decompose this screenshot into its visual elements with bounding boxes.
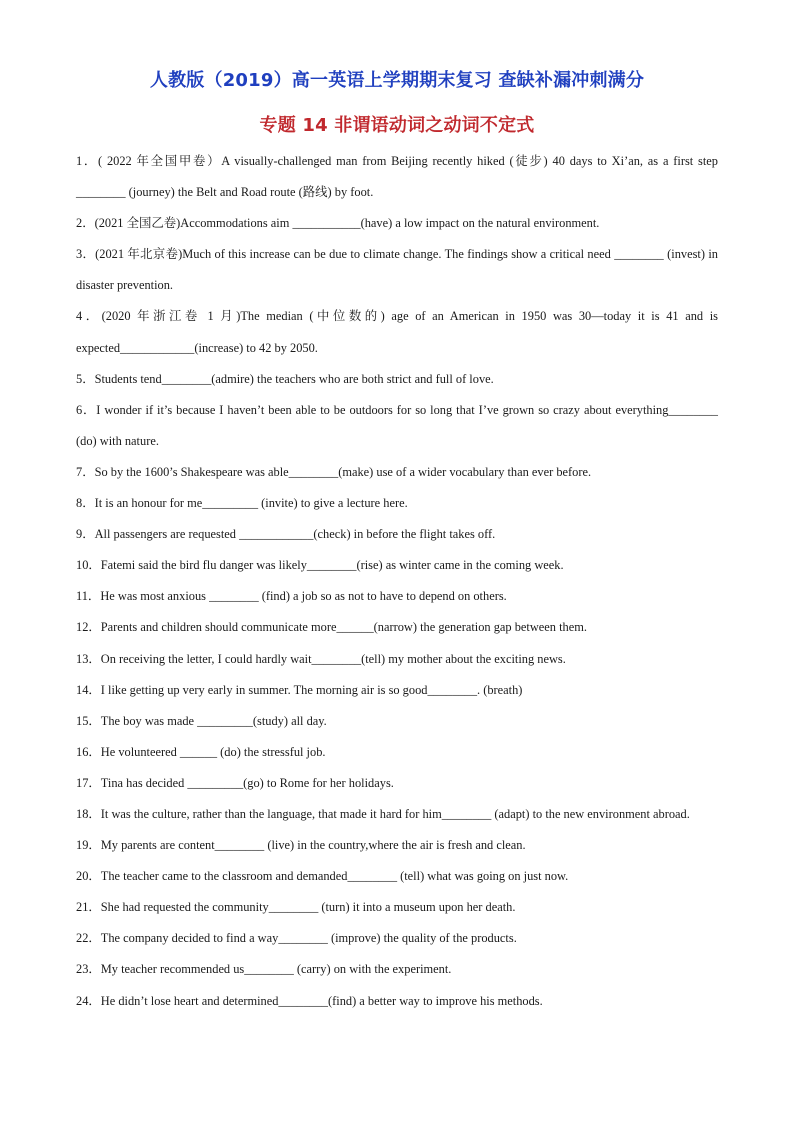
question-2: 2．(2021 全国乙卷)Accommodations aim ___________(have) a low impact on the natural environment. bbox=[76, 216, 600, 231]
question-18: 18．It was the culture, rather than the language, that made it hard for him________ (adapt) to the new environment abroad. bbox=[76, 806, 690, 821]
question-7: 7．So by the 1600’s Shakespeare was able________(make) use of a wider vocabulary than ever before. bbox=[76, 464, 592, 479]
question-11: 11．He was most anxious ________ (find) a job so as not to have to depend on others. bbox=[76, 589, 507, 604]
question-19: 19．My parents are content________ (live) in the country,where the air is fresh and clean. bbox=[76, 838, 526, 853]
question-3: 3．(2021 年北京卷)Much of this increase can be due to climate change. The findings show a critical need ________ (invest) in disaster prevention. bbox=[76, 247, 718, 293]
document-title: 人教版（2019）高一英语上学期期末复习 查缺补漏冲刺满分 bbox=[149, 70, 645, 91]
question-24: 24．He didn’t lose heart and determined________(find) a better way to improve his methods. bbox=[76, 993, 543, 1008]
question-9: 9．All passengers are requested ____________(check) in before the flight takes off. bbox=[76, 527, 496, 542]
question-1: 1．( 2022 年全国甲卷）A visually-challenged man from Beijing recently hiked (徒步) 40 days to Xi’an, as a first step ________ (journey) the Belt and Road route (路线) by foot. bbox=[76, 154, 718, 200]
question-14: 14．I like getting up very early in summer. The morning air is so good________. (breath) bbox=[76, 682, 523, 697]
question-23: 23．My teacher recommended us________ (carry) on with the experiment. bbox=[76, 962, 452, 977]
question-17: 17．Tina has decided _________(go) to Rome for her holidays. bbox=[76, 775, 394, 790]
question-20: 20．The teacher came to the classroom and demanded________ (tell) what was going on just now. bbox=[76, 869, 569, 884]
question-22: 22．The company decided to find a way________ (improve) the quality of the products. bbox=[76, 931, 517, 946]
question-4: 4．(2020 年浙江卷 1 月)The median (中位数的) age of an American in 1950 was 30—today it is 41 and is expected____________(increase) to 42 by 2050. bbox=[76, 309, 718, 355]
question-8: 8．It is an honour for me_________ (invite) to give a lecture here. bbox=[76, 496, 408, 511]
question-16: 16．He volunteered ______ (do) the stressful job. bbox=[76, 744, 326, 759]
question-6: 6．I wonder if it’s because I haven’t been able to be outdoors for so long that I’ve grown so crazy about everything________ (do) with nature. bbox=[76, 402, 718, 448]
question-10: 10．Fatemi said the bird flu danger was likely________(rise) as winter came in the coming week. bbox=[76, 558, 564, 573]
question-21: 21．She had requested the community________ (turn) it into a museum upon her death. bbox=[76, 900, 516, 915]
question-15: 15．The boy was made _________(study) all day. bbox=[76, 713, 327, 728]
question-list bbox=[76, 146, 718, 1017]
document-subtitle: 专题 14 非谓语动词之动词不定式 bbox=[259, 115, 535, 136]
question-5: 5．Students tend________(admire) the teachers who are both strict and full of love. bbox=[76, 371, 494, 386]
question-13: 13．On receiving the letter, I could hardly wait________(tell) my mother about the exciting news. bbox=[76, 651, 566, 666]
question-12: 12．Parents and children should communicate more______(narrow) the generation gap between them. bbox=[76, 620, 587, 635]
